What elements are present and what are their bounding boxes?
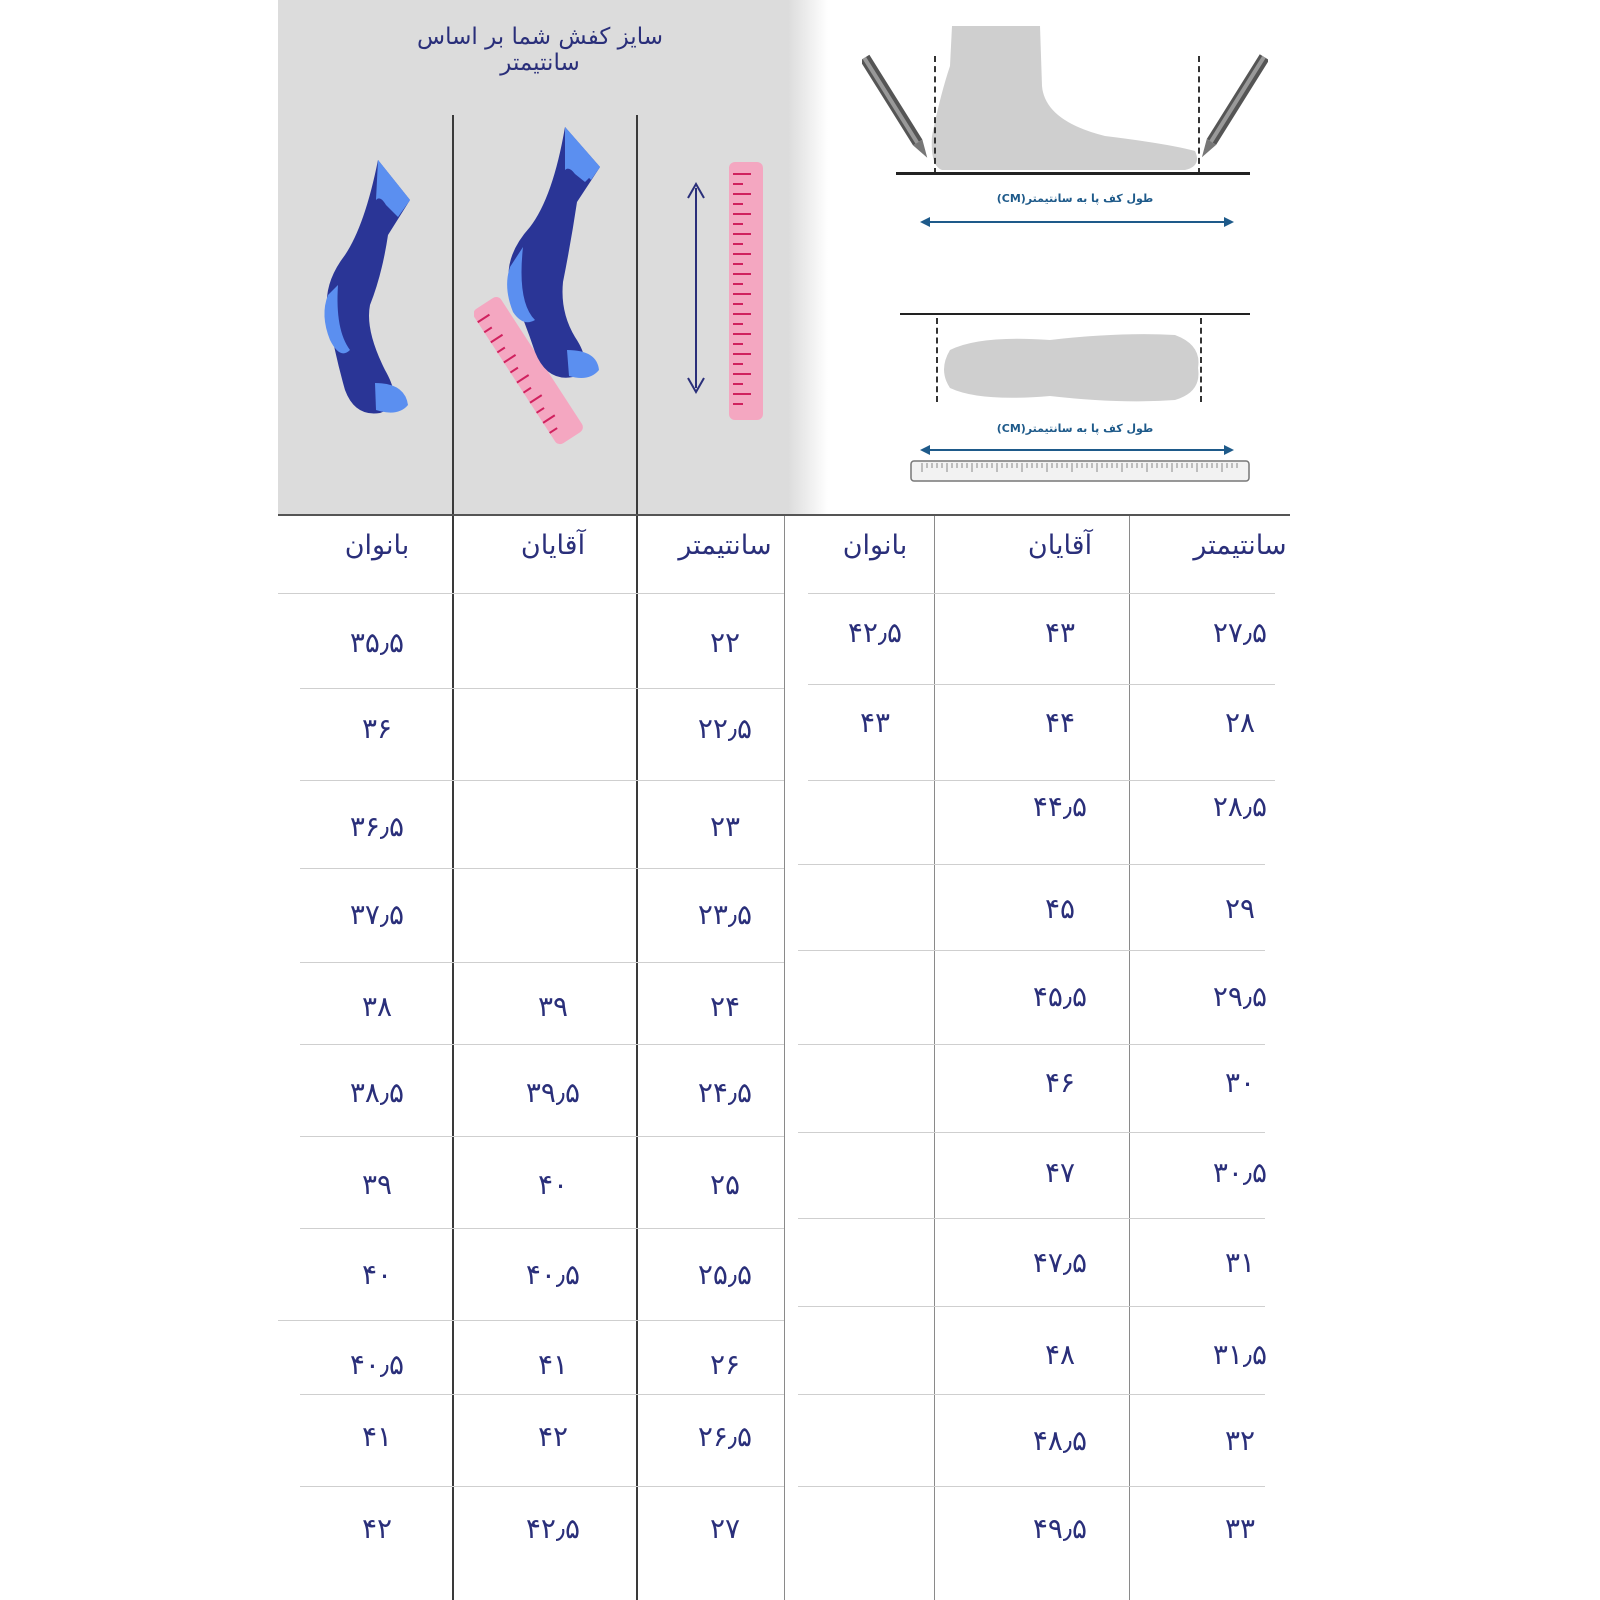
cell-cm: ۳۳ [1224, 1512, 1256, 1545]
row-separator [300, 1044, 784, 1045]
header-men: آقایان [520, 530, 586, 561]
cell-men: ۳۹ [537, 990, 569, 1023]
row-separator [798, 1394, 1265, 1395]
row-separator [300, 1394, 784, 1395]
row-separator [798, 864, 1265, 865]
foot-length-caption: طول کف پا به سانتیمتر(CM) [996, 192, 1154, 205]
cell-men: ۳۹٫۵ [525, 1076, 581, 1109]
row-separator [300, 962, 784, 963]
cell-women: ۳۸ [361, 990, 393, 1023]
cell-cm: ۲۸ [1224, 706, 1256, 739]
floor-line [896, 172, 1250, 175]
row-separator [278, 593, 784, 594]
row-separator [300, 688, 784, 689]
sock-icon [310, 155, 420, 420]
foot-sole-icon [940, 330, 1202, 406]
row-separator [300, 1486, 784, 1487]
row-separator [300, 1228, 784, 1229]
row-separator [798, 1306, 1265, 1307]
cell-cm: ۲۷٫۵ [1212, 616, 1268, 649]
measure-guide [936, 318, 938, 402]
cell-cm: ۳۱٫۵ [1212, 1338, 1268, 1371]
header-cm: سانتیمتر [678, 530, 772, 561]
cell-men: ۴۷٫۵ [1032, 1246, 1088, 1279]
foot-side-icon [930, 26, 1210, 176]
page-title: سایز کفش شما بر اساس سانتیمتر [417, 24, 663, 76]
cell-men: ۴۹٫۵ [1032, 1512, 1088, 1545]
cell-cm: ۲۵ [709, 1168, 741, 1201]
cell-cm: ۳۰٫۵ [1212, 1156, 1268, 1189]
cell-men: ۴۳ [1044, 616, 1076, 649]
ruler-icon [727, 160, 765, 422]
cell-cm: ۲۳٫۵ [697, 898, 753, 931]
cell-men: ۴۵٫۵ [1032, 980, 1088, 1013]
row-separator [278, 1320, 784, 1321]
table-top-border [278, 514, 1290, 516]
cell-cm: ۲۹٫۵ [1212, 980, 1268, 1013]
cell-cm: ۳۰ [1224, 1066, 1256, 1099]
cell-women: ۴۲ [361, 1512, 393, 1545]
cell-women: ۳۶٫۵ [349, 810, 405, 843]
cell-cm: ۲۹ [1224, 892, 1256, 925]
guide-line [900, 313, 1250, 315]
cell-cm: ۳۲ [1224, 1424, 1256, 1457]
cell-women: ۴۳ [859, 706, 891, 739]
row-separator [798, 950, 1265, 951]
cell-men: ۴۱ [537, 1348, 569, 1381]
foot-length-caption: طول کف پا به سانتیمتر(CM) [996, 422, 1154, 435]
cell-men: ۴۸ [1044, 1338, 1076, 1371]
cell-men: ۴۰ [537, 1168, 569, 1201]
cell-men: ۴۵ [1044, 892, 1076, 925]
row-separator [808, 593, 1275, 594]
cell-women: ۳۸٫۵ [349, 1076, 405, 1109]
ruler-icon [910, 460, 1250, 482]
cell-women: ۳۵٫۵ [349, 626, 405, 659]
measure-guide [1200, 318, 1202, 402]
row-separator [300, 868, 784, 869]
cell-cm: ۲۶ [709, 1348, 741, 1381]
cell-men: ۴۴٫۵ [1032, 790, 1088, 823]
row-separator [300, 1136, 784, 1137]
cell-women: ۴۰ [361, 1258, 393, 1291]
row-separator [798, 1132, 1265, 1133]
cell-men: ۴۶ [1044, 1066, 1076, 1099]
cell-cm: ۲۷ [709, 1512, 741, 1545]
cell-cm: ۲۴٫۵ [697, 1076, 753, 1109]
header-men: آقایان [1027, 530, 1093, 561]
length-arrow-icon [684, 180, 708, 396]
cell-men: ۴۴ [1044, 706, 1076, 739]
cell-women: ۴۰٫۵ [349, 1348, 405, 1381]
row-separator [808, 780, 1275, 781]
measure-guide [1198, 56, 1200, 174]
cell-cm: ۲۵٫۵ [697, 1258, 753, 1291]
column-divider [636, 115, 638, 1600]
row-separator [798, 1044, 1265, 1045]
measure-guide [934, 56, 936, 174]
cell-women: ۴۲٫۵ [847, 616, 903, 649]
header-women: بانوان [344, 530, 410, 561]
cell-men: ۴۲٫۵ [525, 1512, 581, 1545]
cell-men: ۴۸٫۵ [1032, 1424, 1088, 1457]
cell-cm: ۲۲ [709, 626, 741, 659]
cell-women: ۴۱ [361, 1420, 393, 1453]
cell-cm: ۲۶٫۵ [697, 1420, 753, 1453]
header-women: بانوان [842, 530, 908, 561]
column-divider [452, 115, 454, 1600]
row-separator [798, 1486, 1265, 1487]
cell-cm: ۲۸٫۵ [1212, 790, 1268, 823]
cell-cm: ۳۱ [1224, 1246, 1256, 1279]
cell-cm: ۲۳ [709, 810, 741, 843]
header-cm: سانتیمتر [1193, 530, 1287, 561]
sock-icon [495, 122, 610, 387]
length-arrow-icon [918, 214, 1236, 230]
cell-cm: ۲۲٫۵ [697, 712, 753, 745]
column-divider [934, 514, 935, 1600]
cell-men: ۴۰٫۵ [525, 1258, 581, 1291]
cell-women: ۳۷٫۵ [349, 898, 405, 931]
row-separator [798, 1218, 1265, 1219]
cell-women: ۳۹ [361, 1168, 393, 1201]
cell-men: ۴۲ [537, 1420, 569, 1453]
cell-men: ۴۷ [1044, 1156, 1076, 1189]
pencil-icon [862, 48, 934, 172]
cell-cm: ۲۴ [709, 990, 741, 1023]
cell-women: ۳۶ [361, 712, 393, 745]
row-separator [808, 684, 1275, 685]
row-separator [300, 780, 784, 781]
length-arrow-icon [918, 442, 1236, 458]
